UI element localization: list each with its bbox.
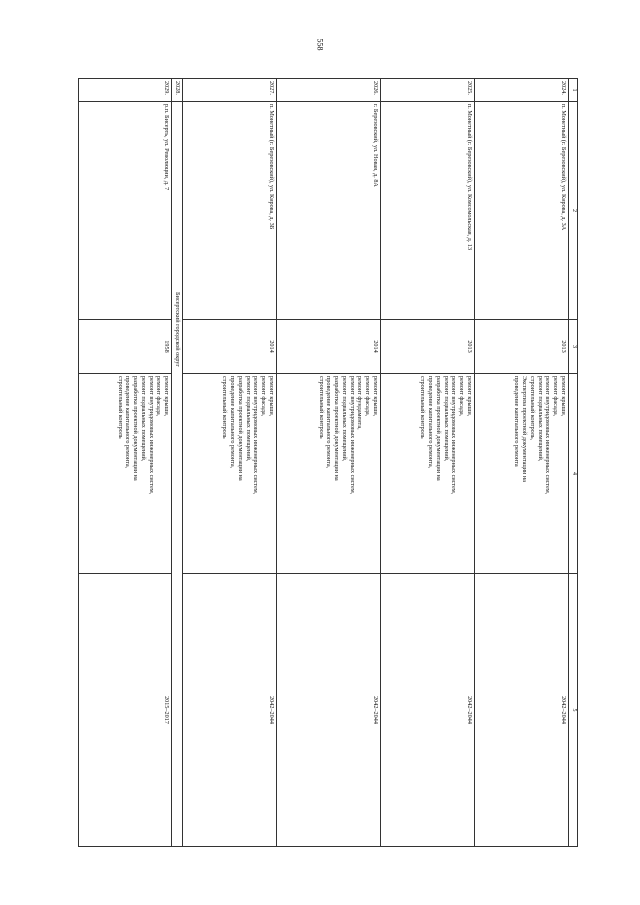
work-item: ремонт подвальных помещений, <box>244 376 252 462</box>
row-address: р.п. Бисерть, ул. Революции, д. 7 <box>79 102 172 320</box>
table-row <box>381 79 475 847</box>
row-works <box>475 374 569 574</box>
row-term: 2042–2044 <box>183 574 277 847</box>
work-item: ремонт крыши, <box>466 376 473 417</box>
work-item: проведение капитального ремонта, <box>229 376 237 469</box>
row-term: 2042–2044 <box>381 574 475 847</box>
row-number: 2025. <box>381 79 475 102</box>
work-item: ремонт крыши, <box>372 376 379 417</box>
work-item: ремонт фасада, <box>552 376 560 417</box>
work-item: ремонт фундамента, <box>356 376 364 430</box>
header-col-2: 2 <box>569 102 578 320</box>
table-row <box>277 79 381 847</box>
work-item: ремонт внутридомовых инженерных систем, <box>348 376 356 495</box>
work-item: ремонт подвальных помещений, <box>536 376 544 462</box>
work-item: ремонт фасада, <box>364 376 372 417</box>
work-item: ремонт внутридомовых инженерных систем, <box>544 376 552 495</box>
row-number: 2024. <box>475 79 569 102</box>
work-item: ремонт крыши, <box>268 376 275 417</box>
row-year: 1958 <box>79 320 172 374</box>
row-year: 2014 <box>277 320 381 374</box>
work-item: ремонт подвальных помещений, <box>442 376 450 462</box>
row-address: г. Березовский, ул. Новая, д. 8А <box>277 102 381 320</box>
work-item: разработка проектной документации на <box>237 376 244 481</box>
section-row <box>172 79 183 847</box>
work-item: строительный контроль, <box>529 376 536 441</box>
row-works <box>277 374 381 574</box>
row-works <box>381 374 475 574</box>
work-item: разработка проектной документации на <box>333 376 341 481</box>
row-number: 2026. <box>277 79 381 102</box>
work-item: ремонт внутридомовых инженерных систем, <box>252 376 260 495</box>
rotated-table-wrapper <box>78 78 578 846</box>
header-row <box>569 79 578 847</box>
work-item: строительный контроль <box>419 376 427 439</box>
row-address: п. Монетный (г. Березовский), ул. Комсомольская, д. 13 <box>381 102 475 320</box>
work-item: ремонт крыши, <box>560 376 567 417</box>
work-item: разработка проектной документации на <box>435 376 442 481</box>
page-number: 558 <box>315 38 325 51</box>
row-number: 2027. <box>183 79 277 102</box>
table-body <box>79 79 569 847</box>
work-item: разработка проектной документации на <box>132 376 140 481</box>
row-number: 2029. <box>79 79 172 102</box>
row-year: 2014 <box>183 320 277 374</box>
row-address: п. Монетный (г. Березовский), ул. Кирова, д. 3А <box>475 102 569 320</box>
row-year: 2013 <box>381 320 475 374</box>
row-year: 2013 <box>475 320 569 374</box>
section-title: Бисертский городской округ <box>172 102 183 847</box>
work-item: ремонт фасада, <box>458 376 466 417</box>
row-term: 2042–2044 <box>475 574 569 847</box>
work-item: проведение капитального ремонта, <box>325 376 333 469</box>
work-item: ремонт внутридомовых инженерных систем, <box>147 376 155 495</box>
row-address: п. Монетный (г. Березовский), ул. Кирова, д. 3Б <box>183 102 277 320</box>
work-item: ремонт фасада, <box>155 376 163 417</box>
row-term: 2042–2044 <box>277 574 381 847</box>
table-row <box>475 79 569 847</box>
row-works <box>183 374 277 574</box>
work-item: строительный контроль <box>221 376 229 439</box>
work-item: строительный контроль <box>116 376 124 439</box>
row-works <box>79 374 172 574</box>
section-number: 2028. <box>172 79 183 102</box>
work-item: проведение капитального ремонта, <box>427 376 435 469</box>
table-row <box>79 79 172 847</box>
header-col-5: 5 <box>569 574 578 847</box>
header-col-1: 1 <box>569 79 578 102</box>
header-col-4: 4 <box>569 374 578 574</box>
work-item: ремонт внутридомовых инженерных систем, <box>450 376 458 495</box>
row-term: 2015–2017 <box>79 574 172 847</box>
work-item: ремонт крыши, <box>163 376 171 417</box>
work-item: строительный контроль <box>317 376 325 439</box>
work-item: проведение капитального ремонта, <box>124 376 132 469</box>
table-row <box>183 79 277 847</box>
work-item: ремонт подвальных помещений, <box>341 376 348 462</box>
work-item: ремонт фасада, <box>260 376 268 417</box>
work-item: ремонт подвальных помещений, <box>140 376 147 462</box>
work-item: Экспертиза проектной документации на <box>521 376 529 482</box>
work-item: проведение капитального ремонта <box>513 376 521 467</box>
repair-schedule-table <box>78 78 578 847</box>
header-col-3: 3 <box>569 320 578 374</box>
